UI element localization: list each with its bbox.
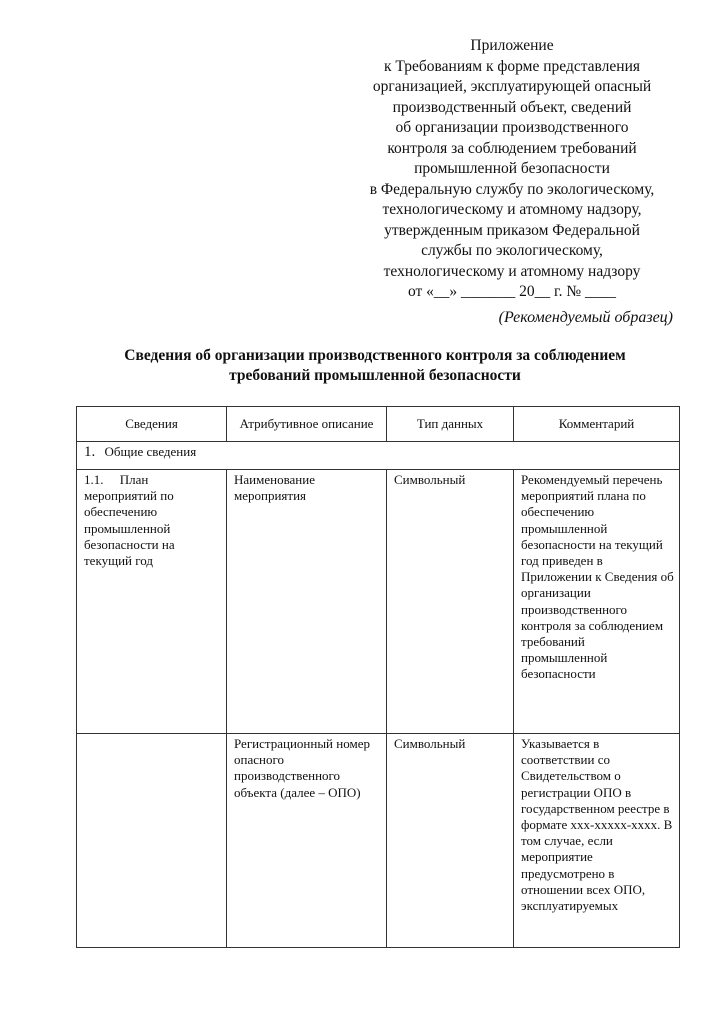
table-cell — [514, 470, 680, 734]
title-line-2: требований промышленной безопасности — [229, 366, 521, 384]
table-cell — [227, 470, 387, 734]
header-line: производственный объект, сведений — [392, 98, 632, 116]
header-line: контроля за соблюдением требований — [387, 139, 637, 157]
header-line: утвержденным приказом Федеральной — [384, 221, 640, 239]
column-header: Тип данных — [387, 407, 514, 442]
header-line: организацией, эксплуатирующей опасный — [372, 78, 652, 95]
table-cell — [227, 734, 387, 948]
cell-text: Наименование мероприятия — [234, 472, 315, 504]
table-cell — [387, 734, 514, 948]
sample-note: (Рекомендуемый образец) — [498, 309, 673, 326]
cell-text: Символьный — [394, 736, 466, 751]
document-title — [60, 346, 690, 385]
section-cell — [77, 442, 680, 470]
column-header: Комментарий — [514, 407, 680, 442]
table-cell — [77, 734, 227, 948]
cell-text: Символьный — [394, 472, 466, 487]
table-cell — [514, 734, 680, 948]
header-line: службы по экологическому, — [421, 242, 603, 259]
column-header: Атрибутивное описание — [227, 407, 387, 442]
header-line: промышленной безопасности — [414, 160, 610, 177]
column-header: Сведения — [77, 407, 227, 442]
section-number: 1. — [84, 444, 96, 460]
header-line: об организации производственного — [395, 119, 629, 136]
info-table — [76, 406, 680, 948]
cell-text: Рекомендуемый перечень мероприятий плана по обеспечению промышленной безопасности на текущий год приведен в Приложении к Сведения об организации производственного контроля за соблюдением требований промышленной безопасности — [521, 472, 674, 682]
header-line: к Требованиям к форме представления — [384, 57, 640, 75]
title-line-1: Сведения об организации производственного контроля за соблюдением — [124, 347, 626, 364]
document-header — [340, 36, 684, 303]
table-cell — [387, 470, 514, 734]
table-row — [77, 470, 680, 734]
header-line: в Федеральную службу по экологическому, — [369, 180, 655, 198]
cell-text: Регистрационный номер опасного производственного объекта (далее – ОПО) — [234, 736, 370, 800]
header-line: Приложение — [470, 37, 554, 54]
header-line: от «__» _______ 20__ г. № ____ — [407, 283, 617, 300]
section-label: Общие сведения — [104, 444, 197, 459]
table-row — [77, 734, 680, 948]
header-line: технологическому и атомному надзору, — [382, 201, 642, 218]
cell-text: Указывается в соответствии со Свидетельством о регистрации ОПО в государственном реестре в формате ххх-ххххх-хххх. В том случае, если мероприятие предусмотрено в отношении всех ОПО, эксплуатируемых — [521, 736, 673, 914]
table-cell — [77, 470, 227, 734]
table-header-row — [77, 407, 680, 442]
header-line: технологическому и атомному надзору — [383, 262, 641, 280]
cell-text: 1.1. План мероприятий по обеспечению промышленной безопасности на текущий год — [84, 472, 178, 569]
section-row — [77, 442, 680, 470]
